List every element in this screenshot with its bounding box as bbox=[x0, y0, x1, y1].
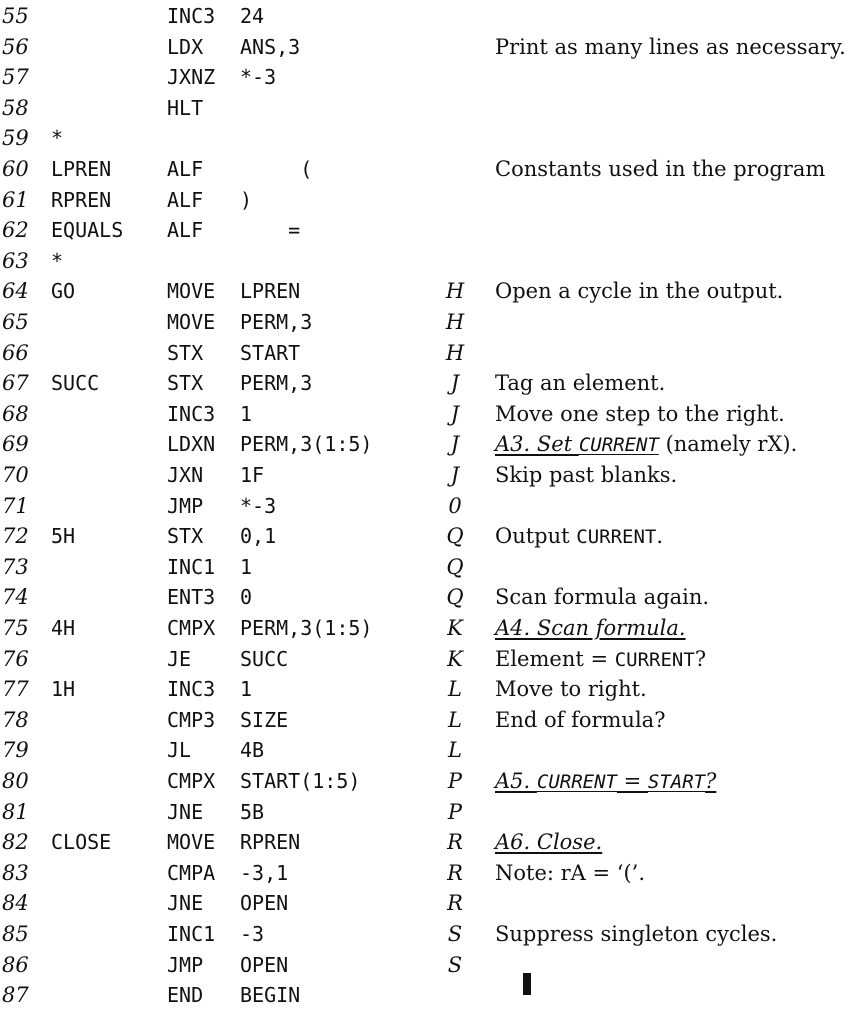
execution-count: H bbox=[445, 310, 465, 334]
comment-segment: = bbox=[616, 769, 648, 793]
comment bbox=[495, 460, 677, 490]
line-number: 77 bbox=[2, 677, 29, 702]
address-field: SIZE bbox=[240, 707, 289, 732]
opcode: JMP bbox=[167, 493, 204, 518]
address-field: START(1:5) bbox=[240, 769, 361, 793]
comment-segment: CURRENT bbox=[576, 526, 657, 549]
line-number: 75 bbox=[2, 616, 29, 640]
comment bbox=[495, 674, 647, 704]
execution-count: S bbox=[447, 952, 463, 977]
end-of-proof-mark bbox=[523, 973, 531, 995]
location-label: LPREN bbox=[51, 157, 112, 181]
line-number: 81 bbox=[2, 799, 29, 824]
line-number: 58 bbox=[2, 95, 29, 120]
opcode: CMPA bbox=[167, 860, 216, 885]
execution-count: J bbox=[450, 371, 460, 396]
address-field: START bbox=[240, 340, 301, 365]
opcode: JL bbox=[167, 738, 192, 763]
address-field: OPEN bbox=[240, 952, 289, 977]
comment-segment: . bbox=[656, 524, 664, 549]
execution-count: Q bbox=[446, 585, 464, 610]
address-field: 1 bbox=[240, 401, 253, 426]
address-field: PERM,3 bbox=[240, 371, 313, 396]
address-field: ) bbox=[240, 187, 253, 212]
opcode: INC3 bbox=[167, 677, 216, 702]
execution-count: P bbox=[447, 769, 463, 793]
line-number: 56 bbox=[2, 34, 29, 59]
comment bbox=[495, 827, 602, 857]
comment-segment: Print as many lines as necessary. bbox=[495, 34, 846, 59]
opcode: INC1 bbox=[167, 922, 216, 946]
line-number: 86 bbox=[2, 952, 29, 977]
comment bbox=[495, 521, 663, 552]
opcode: END bbox=[167, 983, 204, 1008]
comment-segment: Move one step to the right. bbox=[495, 401, 785, 426]
code-line bbox=[0, 460, 860, 490]
execution-count: K bbox=[447, 646, 463, 671]
line-number: 71 bbox=[2, 493, 29, 518]
address-field: -3,1 bbox=[240, 860, 289, 885]
address-field: *-3 bbox=[240, 493, 277, 518]
opcode: STX bbox=[167, 524, 204, 549]
code-line bbox=[0, 644, 860, 674]
line-number: 57 bbox=[2, 65, 29, 90]
line-number: 55 bbox=[2, 4, 29, 28]
comment-segment: Element = bbox=[495, 646, 615, 671]
location-label: 5H bbox=[51, 524, 76, 549]
address-field: PERM,3(1:5) bbox=[240, 616, 373, 640]
code-line bbox=[0, 582, 860, 612]
execution-count: Q bbox=[446, 554, 464, 579]
line-number: 74 bbox=[2, 585, 29, 610]
opcode: INC3 bbox=[167, 4, 216, 28]
comment-segment: ? bbox=[705, 769, 717, 793]
comment-segment: Output bbox=[495, 524, 577, 549]
execution-count: J bbox=[450, 401, 460, 426]
code-line bbox=[0, 858, 860, 888]
comment-segment: A4. Scan formula. bbox=[495, 616, 686, 640]
code-line bbox=[0, 429, 860, 459]
address-field: BEGIN bbox=[240, 983, 301, 1008]
comment-segment: Constants used in the program bbox=[495, 157, 826, 181]
execution-count: H bbox=[445, 279, 465, 304]
address-field: 1 bbox=[240, 677, 253, 702]
code-line bbox=[0, 766, 860, 796]
execution-count: J bbox=[450, 432, 460, 457]
comment-segment: CURRENT bbox=[578, 434, 659, 457]
location-label: EQUALS bbox=[51, 218, 124, 243]
comment-segment: ? bbox=[694, 646, 707, 671]
address-field: RPREN bbox=[240, 830, 301, 855]
opcode: MOVE bbox=[167, 830, 216, 855]
code-line bbox=[0, 154, 860, 184]
opcode: JMP bbox=[167, 952, 204, 977]
comment-segment: A6. Close. bbox=[495, 830, 603, 855]
opcode: JNE bbox=[167, 891, 204, 916]
opcode: ALF bbox=[167, 187, 204, 212]
comment-segment: Skip past blanks. bbox=[495, 463, 678, 487]
code-line bbox=[0, 491, 860, 521]
comment bbox=[495, 919, 777, 949]
code-line bbox=[0, 93, 860, 123]
address-field: = bbox=[240, 218, 301, 243]
comment bbox=[495, 582, 709, 612]
address-field: 24 bbox=[240, 4, 265, 28]
line-number: 64 bbox=[2, 279, 29, 304]
code-line bbox=[0, 705, 860, 735]
comment bbox=[495, 32, 846, 62]
location-label: * bbox=[51, 126, 64, 151]
execution-count: H bbox=[445, 340, 465, 365]
execution-count: J bbox=[450, 463, 460, 487]
comment bbox=[495, 705, 665, 735]
comment-segment: CURRENT bbox=[536, 771, 617, 793]
line-number: 59 bbox=[2, 126, 29, 151]
address-field: 1 bbox=[240, 554, 253, 579]
address-field: 4B bbox=[240, 738, 265, 763]
address-field: LPREN bbox=[240, 279, 301, 304]
code-line bbox=[0, 215, 860, 245]
opcode: JXNZ bbox=[167, 65, 216, 90]
opcode: STX bbox=[167, 340, 204, 365]
code-line bbox=[0, 185, 860, 215]
line-number: 65 bbox=[2, 310, 29, 334]
code-line bbox=[0, 674, 860, 704]
code-line bbox=[0, 613, 860, 643]
line-number: 82 bbox=[2, 830, 29, 855]
line-number: 63 bbox=[2, 248, 29, 273]
line-number: 83 bbox=[2, 860, 29, 885]
location-label: SUCC bbox=[51, 371, 100, 396]
code-line bbox=[0, 735, 860, 765]
execution-count: 0 bbox=[448, 493, 462, 518]
line-number: 84 bbox=[2, 891, 29, 916]
opcode: JE bbox=[167, 646, 192, 671]
line-number: 87 bbox=[2, 983, 29, 1008]
code-line bbox=[0, 276, 860, 306]
address-field: ANS,3 bbox=[240, 34, 301, 59]
line-number: 76 bbox=[2, 646, 29, 671]
code-line bbox=[0, 552, 860, 582]
opcode: ENT3 bbox=[167, 585, 216, 610]
comment bbox=[495, 368, 665, 398]
opcode: INC3 bbox=[167, 401, 216, 426]
comment bbox=[495, 429, 797, 460]
location-label: GO bbox=[51, 279, 76, 304]
line-number: 68 bbox=[2, 401, 29, 426]
code-line bbox=[0, 919, 860, 949]
opcode: LDXN bbox=[167, 432, 216, 457]
line-number: 72 bbox=[2, 524, 29, 549]
opcode: HLT bbox=[167, 95, 204, 120]
comment-segment: START bbox=[647, 771, 706, 793]
execution-count: R bbox=[447, 891, 463, 916]
code-line bbox=[0, 980, 860, 1010]
opcode: LDX bbox=[167, 34, 204, 59]
comment bbox=[495, 858, 645, 888]
comment-segment: Move to right. bbox=[495, 677, 647, 702]
opcode: CMPX bbox=[167, 616, 216, 640]
location-label: RPREN bbox=[51, 187, 112, 212]
comment bbox=[495, 644, 706, 675]
code-line bbox=[0, 338, 860, 368]
code-line bbox=[0, 1, 860, 31]
line-number: 69 bbox=[2, 432, 29, 457]
line-number: 79 bbox=[2, 738, 29, 763]
comment bbox=[495, 154, 825, 184]
opcode: MOVE bbox=[167, 279, 216, 304]
execution-count: R bbox=[447, 830, 463, 855]
execution-count: Q bbox=[446, 524, 464, 549]
execution-count: S bbox=[447, 922, 463, 946]
code-line bbox=[0, 797, 860, 827]
location-label: 4H bbox=[51, 616, 76, 640]
comment-segment: Note: rA = ‘(’. bbox=[495, 860, 646, 885]
code-line bbox=[0, 307, 860, 337]
location-label: 1H bbox=[51, 677, 76, 702]
line-number: 70 bbox=[2, 463, 29, 487]
address-field: ( bbox=[240, 157, 313, 181]
execution-count: L bbox=[448, 677, 462, 702]
comment-segment: A5. bbox=[495, 769, 537, 793]
opcode: STX bbox=[167, 371, 204, 396]
comment-segment: (namely rX). bbox=[658, 432, 798, 457]
address-field: PERM,3(1:5) bbox=[240, 432, 373, 457]
address-field: -3 bbox=[240, 922, 265, 946]
comment-segment: Scan formula again. bbox=[495, 585, 710, 610]
code-line bbox=[0, 399, 860, 429]
code-line bbox=[0, 32, 860, 62]
code-line bbox=[0, 368, 860, 398]
opcode: CMP3 bbox=[167, 707, 216, 732]
line-number: 62 bbox=[2, 218, 29, 243]
opcode: CMPX bbox=[167, 769, 216, 793]
address-field: 0,1 bbox=[240, 524, 277, 549]
comment-segment: End of formula? bbox=[495, 707, 666, 732]
line-number: 61 bbox=[2, 187, 29, 212]
execution-count: P bbox=[447, 799, 463, 824]
comment-segment: Tag an element. bbox=[495, 371, 666, 396]
line-number: 78 bbox=[2, 707, 29, 732]
execution-count: K bbox=[447, 616, 463, 640]
address-field: OPEN bbox=[240, 891, 289, 916]
opcode: ALF bbox=[167, 218, 204, 243]
execution-count: R bbox=[447, 860, 463, 885]
code-line bbox=[0, 888, 860, 918]
address-field: SUCC bbox=[240, 646, 289, 671]
location-label: * bbox=[51, 248, 64, 273]
opcode: JNE bbox=[167, 799, 204, 824]
address-field: *-3 bbox=[240, 65, 277, 90]
code-line bbox=[0, 62, 860, 92]
line-number: 67 bbox=[2, 371, 29, 396]
opcode: MOVE bbox=[167, 310, 216, 334]
line-number: 85 bbox=[2, 922, 29, 946]
line-number: 66 bbox=[2, 340, 29, 365]
comment bbox=[495, 766, 716, 797]
execution-count: L bbox=[448, 707, 462, 732]
comment-segment: A3. Set bbox=[495, 432, 579, 457]
address-field: 1F bbox=[240, 463, 265, 487]
comment-segment: Open a cycle in the output. bbox=[495, 279, 784, 304]
code-line bbox=[0, 246, 860, 276]
comment-segment: CURRENT bbox=[614, 648, 695, 671]
opcode: JXN bbox=[167, 463, 204, 487]
code-line bbox=[0, 950, 860, 980]
address-field: 5B bbox=[240, 799, 265, 824]
line-number: 60 bbox=[2, 157, 29, 181]
address-field: 0 bbox=[240, 585, 253, 610]
execution-count: L bbox=[448, 738, 462, 763]
opcode: ALF bbox=[167, 157, 204, 181]
comment-segment: Suppress singleton cycles. bbox=[495, 922, 778, 946]
opcode: INC1 bbox=[167, 554, 216, 579]
comment bbox=[495, 399, 785, 429]
code-line bbox=[0, 521, 860, 551]
location-label: CLOSE bbox=[51, 830, 112, 855]
address-field: PERM,3 bbox=[240, 310, 313, 334]
line-number: 73 bbox=[2, 554, 29, 579]
code-line bbox=[0, 827, 860, 857]
comment bbox=[495, 613, 686, 643]
code-line bbox=[0, 123, 860, 153]
comment bbox=[495, 276, 783, 306]
line-number: 80 bbox=[2, 769, 29, 793]
